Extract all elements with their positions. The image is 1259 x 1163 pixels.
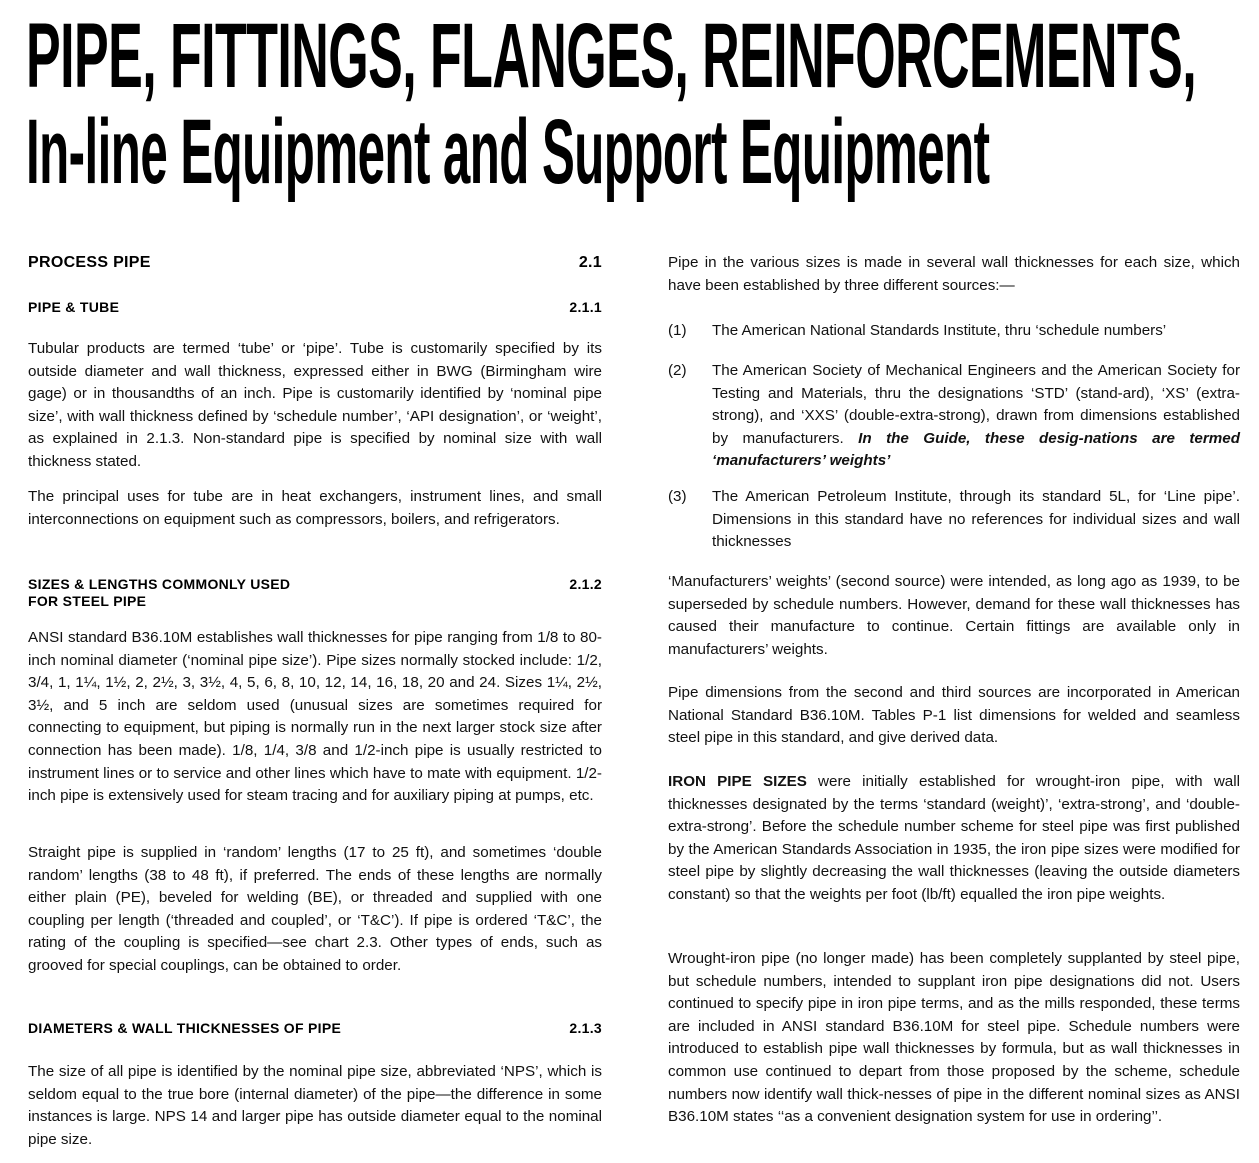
list-item-source-1	[668, 320, 1240, 343]
paragraph-pipe-dimensions: Pipe dimensions from the second and third sources are incorporated in American National Standard B36.10M. Tables P-1 list dimensions for welded and seamless steel pipe in this standard, and give derived data.	[668, 684, 1240, 747]
subsection-title: DIAMETERS & WALL THICKNESSES OF PIPE	[28, 1020, 342, 1036]
paragraph-body: were initially established for wrought-iron pipe, with wall thicknesses designated by the terms ‘standard (weight)’, ‘extra-strong’, and ‘double-extra-strong’. Before the schedule number scheme for steel pipe was first published by the American Standards Association in 1935, the iron pipe sizes were modified for steel pipe by slightly decreasing the wall thicknesses (leaving the outside diameters constant) so that the weights per foot (lb/ft) equalled the iron pipe weights.	[668, 773, 1240, 903]
paragraph-wrought-iron-pipe: Wrought-iron pipe (no longer made) has been completely supplanted by steel pipe, but schedule numbers, intended to supplant iron pipe designations did not. Users continued to specify pipe in iron pipe terms, and as the mills responded, these terms are included in ANSI standard B36.10M for steel pipe. Schedule numbers were introduced to establish pipe wall thicknesses by formula, but as wall thicknesses in common use continued to depart from those proposed by the scheme, schedule numbers now identify wall thick-nesses of pipe in the different nominal sizes as ANSI B36.10M states ‘‘as a convenient designation system for use in ordering’’.	[668, 950, 1240, 1126]
paragraph-lead-in: IRON PIPE SIZES	[668, 773, 807, 790]
paragraph-nominal-pipe-size: The size of all pipe is identified by the nominal pipe size, abbreviated ‘NPS’, which is seldom equal to the true bore (internal diameter) of the pipe—the difference in some instances is large. NPS 14 and larger pipe has outside diameter equal to the nominal pipe size.	[28, 1063, 602, 1148]
paragraph-iron-pipe-sizes	[668, 771, 1240, 907]
list-item-source-2	[668, 360, 1240, 473]
paragraph-tube-vs-pipe: Tubular products are termed ‘tube’ or ‘pipe’. Tube is customarily specified by its outside diameter and wall thickness, expressed either in BWG (Birmingham wire gage) or in thousandths of an inch. Pipe is customarily identified by ‘nominal pipe size’, with wall thickness defined by ‘schedule number’, ‘API designation’, or ‘weight’, as explained in 2.1.3. Non-standard pipe is specified by nominal size with wall thickness stated.	[28, 340, 602, 470]
paragraph-straight-pipe-lengths: Straight pipe is supplied in ‘random’ lengths (17 to 25 ft), and sometimes ‘double random’ lengths (38 to 48 ft), if preferred. The ends of these lengths are normally either plain (PE), beveled for welding (BE), or threaded and supplied with one coupling per length (‘threaded and coupled’, or ‘T&C’). If pipe is ordered ‘T&C’, the rating of the coupling is specified—see chart 2.3. Other types of ends, such as grooved for special couplings, can be obtained to order.	[28, 844, 602, 974]
page-title-line-1: PIPE, FITTINGS, FLANGES, REINFORCEMENTS,	[26, 5, 1197, 107]
list-item-number: (3)	[668, 488, 687, 505]
subsection-number: 2.1.1	[569, 299, 602, 315]
subsection-heading-pipe-tube	[28, 299, 602, 316]
section-heading-process-pipe	[28, 254, 602, 272]
subsection-heading-sizes-lengths	[28, 576, 602, 610]
list-item-text: The American Petroleum Institute, through its standard 5L, for ‘Line pipe’. Dimensions in this standard have no references for individual sizes and wall thicknesses	[712, 488, 1240, 551]
section-number: 2.1	[578, 254, 602, 271]
list-item-emphasis: In the Guide, these desig-nations are termed ‘manufacturers’ weights’	[712, 429, 1240, 470]
list-item-source-3	[668, 486, 1240, 554]
paragraph-ansi-sizes: ANSI standard B36.10M establishes wall thicknesses for pipe ranging from 1/8 to 80-inch nominal diameter (‘nominal pipe size’). Pipe sizes normally stocked include: 1/2, 3/4, 1, 1¼, 1½, 2, 2½, 3, 3½, 4, 5, 6, 8, 10, 12, 14, 16, 18, 20 and 24. Sizes 1¼, 2½, 3½, and 5 inch are seldom used (unusual sizes are sometimes required for connecting to equipment, but piping is normally run in the next larger stock size after connection has been made). 1/8, 1/4, 3/8 and 1/2-inch pipe is usually restricted to instrument lines or to service and other lines which have to mate with equipment. 1/2-inch pipe is extensively used for steam tracing and for auxiliary piping at pumps, etc.	[28, 629, 602, 805]
list-item-body: The American Society of Mechanical Engineers and the American Society for Testing and Materials, thru the designations ‘STD’ (stand-ard), ‘XS’ (extra-strong), and ‘XXS’ (double-extra-strong), drawn from dimensions established by manufacturers.	[712, 362, 1240, 447]
subsection-number: 2.1.2	[569, 576, 602, 592]
list-item-text: The American National Standards Institute, thru ‘schedule numbers’	[712, 322, 1167, 339]
paragraph-wall-thickness-sources: Pipe in the various sizes is made in several wall thicknesses for each size, which have been established by three different sources:—	[668, 254, 1240, 294]
subsection-heading-diameters	[28, 1020, 602, 1037]
paragraph-manufacturers-weights: ‘Manufacturers’ weights’ (second source) were intended, as long ago as 1939, to be superseded by schedule numbers. However, demand for these wall thicknesses has caused their manufacture to continue. Certain fittings are available only in manufacturers’ weights.	[668, 573, 1240, 658]
subsection-title: PIPE & TUBE	[28, 299, 120, 315]
paragraph-tube-uses: The principal uses for tube are in heat exchangers, instrument lines, and small interconnections on equipment such as compressors, boilers, and refrigerators.	[28, 488, 602, 528]
subsection-title-line-1: SIZES & LENGTHS COMMONLY USED	[28, 576, 291, 592]
list-item-number: (1)	[668, 322, 687, 339]
subsection-title-line-2: FOR STEEL PIPE	[28, 593, 147, 609]
page-title-line-2: In-line Equipment and Support Equipment	[26, 101, 990, 203]
list-item-number: (2)	[668, 362, 687, 379]
list-item-text	[712, 360, 1240, 473]
section-title: PROCESS PIPE	[28, 254, 151, 271]
subsection-number: 2.1.3	[569, 1020, 602, 1036]
